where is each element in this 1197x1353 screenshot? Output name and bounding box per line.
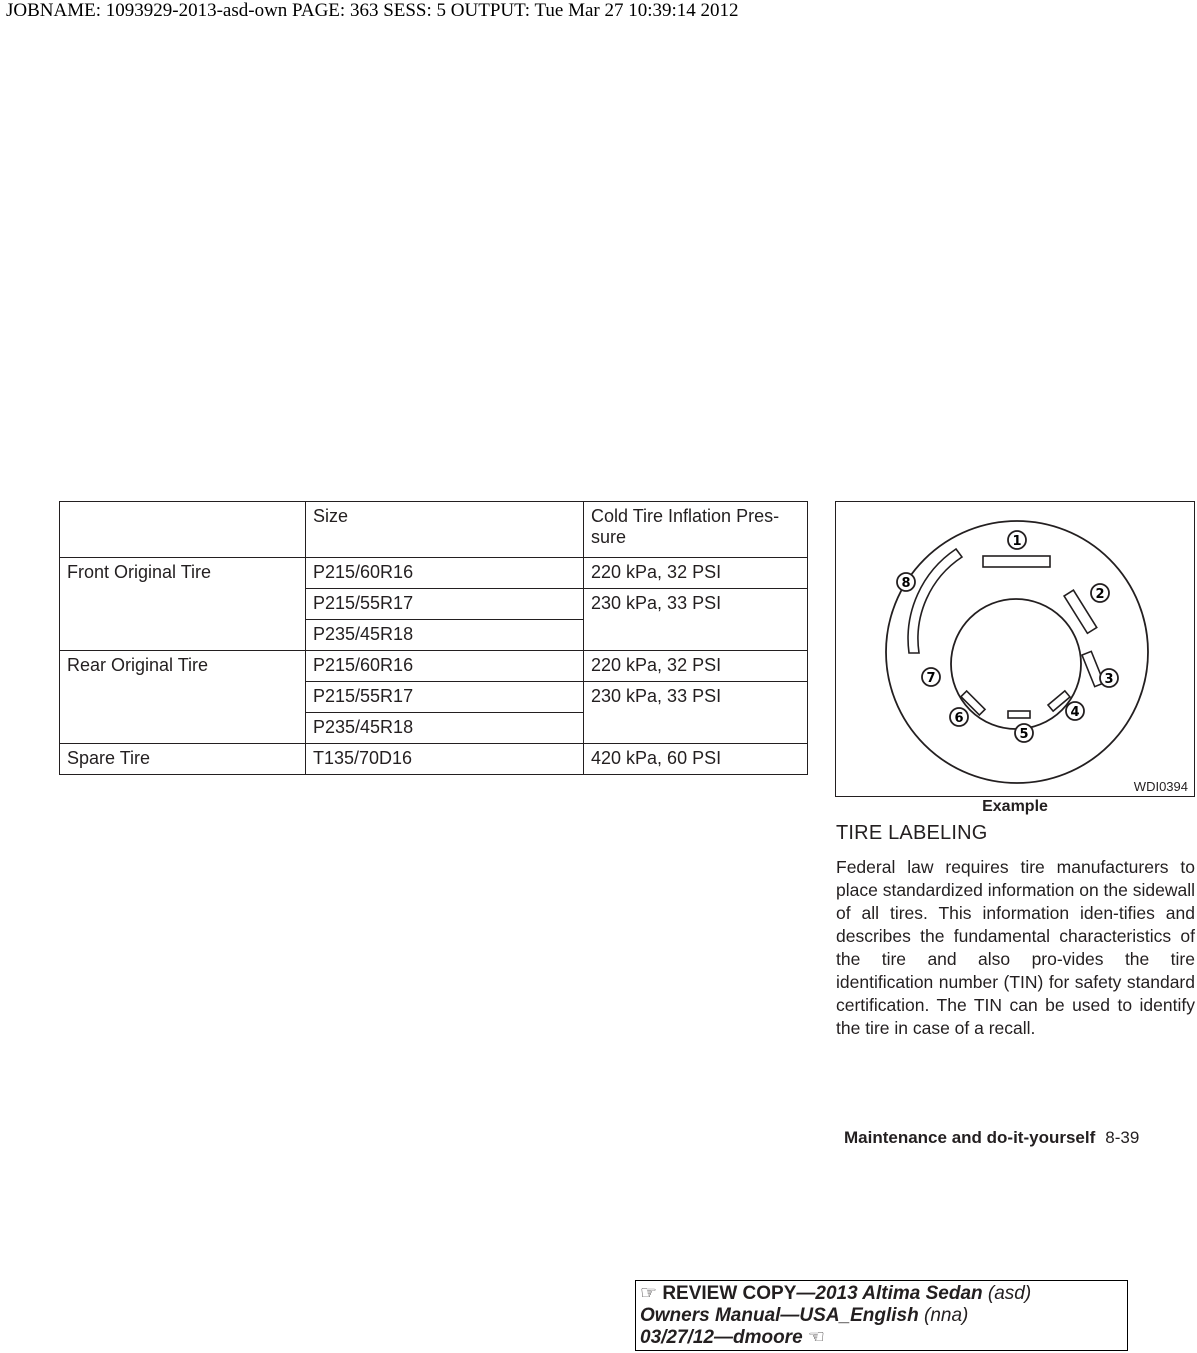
- tire-group-label: Spare Tire: [60, 744, 306, 775]
- tire-outer-circle: [886, 521, 1148, 783]
- review-manual: Owners Manual—USA_English: [640, 1305, 919, 1326]
- page-footer: [844, 1128, 1139, 1148]
- job-header: JOBNAME: 1093929-2013-asd-own PAGE: 363 SESS: 5 OUTPUT: Tue Mar 27 10:39:14 2012: [6, 0, 739, 21]
- review-model-code: (asd): [987, 1283, 1032, 1304]
- callout-2: 2: [1095, 587, 1105, 602]
- tire-sidewall-figure: [835, 501, 1195, 797]
- pointing-hand-right-icon: ☞: [640, 1283, 658, 1304]
- header-cell-pressure: Cold Tire Inflation Pres-sure: [584, 502, 808, 558]
- label-zone-5: [1008, 711, 1030, 718]
- header-cell-empty: [60, 502, 306, 558]
- figure-caption: Example: [982, 798, 1048, 815]
- tire-pressure-table: [59, 501, 808, 775]
- label-zone-8: [908, 549, 962, 653]
- page-number: 8-39: [1105, 1128, 1140, 1147]
- review-date-author: 03/27/12—dmoore: [640, 1327, 803, 1348]
- table-row: [60, 744, 808, 775]
- label-zone-1: [983, 556, 1050, 567]
- table-header-row: [60, 502, 808, 558]
- tire-size: P215/60R16: [306, 651, 584, 682]
- tire-diagram: [836, 502, 1196, 798]
- tire-group-label: Rear Original Tire: [60, 651, 306, 744]
- review-line-1: [640, 1283, 1123, 1305]
- callout-4: 4: [1070, 705, 1080, 720]
- callout-6: 6: [954, 711, 964, 726]
- tire-size: P215/55R17: [306, 589, 584, 620]
- tire-pressure: 420 kPa, 60 PSI: [584, 744, 808, 775]
- review-dash: —: [796, 1283, 816, 1304]
- figure-code: WDI0394: [1133, 779, 1188, 794]
- tire-group-label: Front Original Tire: [60, 558, 306, 651]
- callout-1: 1: [1012, 534, 1022, 549]
- review-copy-box: [635, 1280, 1128, 1351]
- review-label: REVIEW COPY: [662, 1283, 797, 1304]
- callout-5: 5: [1019, 727, 1029, 742]
- pointing-hand-left-icon: ☜: [807, 1327, 825, 1348]
- table-row: [60, 651, 808, 682]
- callout-8: 8: [901, 576, 911, 591]
- review-line-3: [640, 1327, 1123, 1349]
- table-row: [60, 558, 808, 589]
- review-line-2: [640, 1305, 1123, 1327]
- section-heading: TIRE LABELING: [836, 822, 988, 844]
- tire-size: P235/45R18: [306, 620, 584, 651]
- header-cell-size: Size: [306, 502, 584, 558]
- review-model: 2013 Altima Sedan: [815, 1283, 983, 1304]
- section-body: Federal law requires tire manufacturers to place standardized information on the sidewall of all tires. This information iden-tifies and describes the fundamental characteristics of the tire and also pro-vides the tire identification number (TIN) for safety standard certification. The TIN can be used to identify the tire in case of a recall.: [836, 857, 1195, 1038]
- tire-size: P215/55R17: [306, 682, 584, 713]
- callout-3: 3: [1104, 672, 1114, 687]
- tire-size: P215/60R16: [306, 558, 584, 589]
- tire-size: P235/45R18: [306, 713, 584, 744]
- tire-rim-circle: [951, 599, 1081, 729]
- tire-pressure: 220 kPa, 32 PSI: [584, 558, 808, 589]
- tire-pressure: 230 kPa, 33 PSI: [584, 589, 808, 651]
- callout-7: 7: [926, 671, 936, 686]
- tire-pressure: 220 kPa, 32 PSI: [584, 651, 808, 682]
- footer-section-title: Maintenance and do-it-yourself: [844, 1128, 1096, 1147]
- tire-size: T135/70D16: [306, 744, 584, 775]
- tire-pressure: 230 kPa, 33 PSI: [584, 682, 808, 744]
- review-manual-code: (nna): [924, 1305, 969, 1326]
